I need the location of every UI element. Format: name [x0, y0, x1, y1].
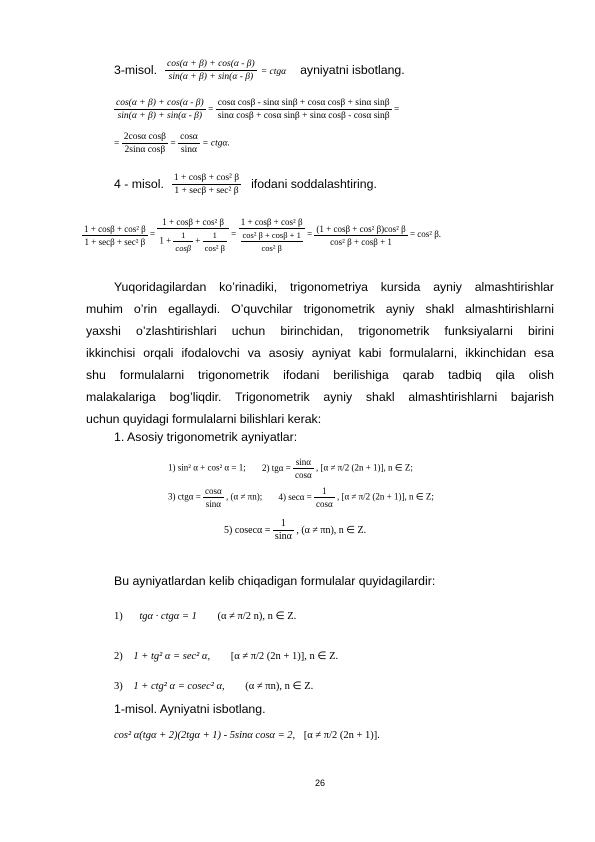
- derived-intro: Bu ayniyatlardan kelib chiqadigan formulalar quyidagilardir:: [114, 574, 436, 588]
- body-paragraph: [86, 276, 554, 430]
- identity-5-prefix: 5) cosecα =: [224, 524, 271, 536]
- proof2-a: [122, 131, 168, 156]
- s2: [157, 216, 229, 254]
- proof2-b-num: cosα: [180, 132, 198, 142]
- derived-3-formula: 1 + ctg² α = cosec² α,: [133, 681, 225, 692]
- example4-task: ifodani soddalashtiring.: [251, 177, 377, 192]
- identity-4-condition: , [α ≠ π/2 (2n + 1)], n ∈ Z;: [336, 491, 434, 502]
- identity-5-num: 1: [273, 518, 294, 531]
- example4-header: [114, 172, 377, 197]
- proof2-end: = ctgα.: [202, 138, 230, 149]
- derived-2-condition: [α ≠ π/2 (2n + 1)], n ∈ Z.: [230, 651, 339, 662]
- identity-3-condition: , (α ≠ πn);: [226, 491, 263, 502]
- proof2-b: [178, 131, 200, 156]
- paragraph-line: ikkinchisi orqali ifodalovchi va asosiy ayniyat kabi formulalarni, ikkinchidan esa: [86, 346, 554, 360]
- identity-2-num: sinα: [293, 456, 314, 469]
- s-result: = cos² β.: [409, 229, 442, 240]
- s4-num: (1 + cosβ + cos² β)cos² β: [316, 223, 406, 234]
- identity-row-2: [168, 485, 434, 510]
- proof2-a-den: 2sinα cosβ: [124, 145, 166, 155]
- proof1-mid-num: cosα cosβ - sinα sinβ + cosα cosβ + sinα sinβ: [217, 98, 390, 108]
- identity-5-fraction: [273, 518, 294, 543]
- example3-proof-line1: $\frac{\cos(\alpha + \beta) + \cos(\alpha - \beta)}{\sin(\alpha + \beta) + \sin(\alpha - \beta)}$ = $\frac{\text{cosα cosβ - sinα sinβ + cosα cosβ + sinα sinβ}}{\text{sinα cosβ + cosα sinβ + sinα cosβ - cosα sinβ}}$ =: [116, 98, 400, 121]
- example3-numerator: cos(α + β) + cos(α - β): [167, 59, 255, 69]
- derived-formula-3: [114, 680, 313, 692]
- proof2-b-den: sinα: [180, 145, 197, 155]
- s2-den-a-den: cosβ: [175, 243, 191, 253]
- derived-2-number: 2): [114, 651, 123, 662]
- derived-formula-1: [114, 610, 296, 622]
- derived-formula-2: [114, 650, 338, 662]
- example1-label: 1-misol. Ayniyatni isbotlang.: [114, 702, 266, 716]
- identity-3-fraction: [203, 485, 224, 510]
- identity-2-prefix: 2) tgα =: [261, 462, 291, 473]
- identity-2-fraction: [293, 456, 314, 481]
- derived-1-condition: (α ≠ π/2 n), n ∈ Z.: [217, 611, 297, 622]
- s2-num: 1 + cosβ + cos² β: [157, 216, 229, 229]
- identity-5-den: sinα: [274, 531, 292, 542]
- s3-den: [239, 229, 305, 254]
- derived-2-formula: 1 + tg² α = sec² α,: [133, 651, 211, 662]
- identity-row-3: [224, 518, 366, 543]
- identity-2-den: cosα: [295, 470, 312, 480]
- example1-formula-row: [114, 730, 380, 741]
- example3-rhs: = ctgα: [260, 67, 287, 78]
- s3-den-num: cos² β + cosβ + 1: [242, 230, 301, 240]
- s2-den: 1 + $\frac{1}{\cos\beta}$ + $\frac{1}{\text{cos² β}}$: [159, 230, 225, 253]
- example3-label: 3-misol.: [114, 63, 158, 78]
- s1-num: 1 + cosβ + cos² β: [84, 223, 146, 234]
- list-item-1: 1. Asosiy trigonometrik ayniyatlar:: [114, 430, 298, 444]
- example4-fraction: [172, 172, 241, 197]
- s1: [82, 223, 148, 248]
- paragraph-line: uchun quyidagi formulalarni bilishlari kerak:: [86, 412, 322, 426]
- derived-1-number: 1): [114, 611, 123, 622]
- example1-condition: [α ≠ π/2 (2n + 1)].: [303, 730, 380, 741]
- identity-4-num: 1: [314, 485, 335, 498]
- example4-numerator: 1 + cosβ + cos² β: [173, 173, 240, 183]
- example1-formula: cos² α(tgα + 2)(2tgα + 1) - 5sinα cosα = 2,: [114, 730, 296, 741]
- s2-den-b-num: 1: [203, 229, 227, 242]
- example4-label: 4 - misol.: [114, 177, 164, 192]
- proof1-lhs-num: cos(α + β) + cos(α - β): [116, 98, 204, 108]
- proof1-lhs-den: sin(α + β) + sin(α - β): [117, 111, 203, 121]
- proof1-lhs: [114, 97, 206, 122]
- paragraph-line: malakalariga bog’liqdir. Trigonometrik ayniy shakl almashtirishlarni bajarish: [86, 390, 554, 404]
- s2-den-a-num: 1: [173, 229, 193, 242]
- s2-den-b-den: cos² β: [204, 243, 225, 253]
- identity-3-prefix: 3) ctgα =: [168, 491, 201, 502]
- paragraph-line: Yuqoridagilardan ko’rinadiki, trigonometriya kursida ayniy almashtirishlar: [114, 280, 554, 294]
- page-number: 26: [315, 778, 326, 788]
- identity-1: 1) sin² α + cos² α = 1;: [168, 462, 246, 473]
- example3-denominator: sin(α + β) + sin(α - β): [168, 72, 254, 82]
- s4: [314, 223, 407, 248]
- proof1-mid-den: sinα cosβ + cosα sinβ + sinα cosβ - cosα sinβ: [217, 111, 390, 121]
- example3-proof-line2: = $\frac{\text{2cosα cosβ}}{\text{2sinα cosβ}}$ = $\frac{\cos\alpha}{\sin\alpha}$ = ctgα.: [114, 132, 230, 155]
- derived-1-formula: tgα · ctgα = 1: [139, 611, 197, 622]
- s3: [239, 216, 305, 254]
- identity-4-prefix: 4) secα =: [278, 491, 312, 502]
- identity-4-den: cosα: [316, 499, 333, 509]
- s1-den: 1 + secβ + sec² β: [84, 236, 146, 247]
- s4-den: cos² β + cosβ + 1: [330, 236, 392, 247]
- s3-den-den: cos² β: [261, 243, 282, 253]
- identity-3-den: sinα: [205, 499, 222, 509]
- example3-fraction: [165, 58, 257, 83]
- identity-3-num: cosα: [205, 486, 222, 496]
- identity-5-condition: , (α ≠ πn), n ∈ Z.: [296, 524, 367, 536]
- paragraph-line: muhim o’rin egallaydi. O’quvchilar trigonometrik ayniy shakl almashtirishlarni: [86, 302, 554, 316]
- proof2-a-num: 2cosα cosβ: [123, 132, 166, 142]
- derived-3-number: 3): [114, 681, 123, 692]
- example4-solution: $\frac{\text{1 + cosβ + cos² β}}{\text{1 + secβ + sec² β}}$ = 1 + cosβ + cos² β 1 + $\frac{1}{\cos\beta}$ + $\frac{1}{\text{cos² β}}$ = $\frac{\text{1 + cosβ + cos² β}}{\frac{\text{cos² β + cosβ + 1}}{\text{cos² β}}}$ = $\frac{\text{(1 + cosβ + cos² β)cos² β}}{\text{cos² β + cosβ + 1}}$ = cos² β.: [84, 217, 442, 253]
- paragraph-line: shu formulalarni trigonometrik ifodani berilishiga qarab tadbiq qila olish: [86, 368, 554, 382]
- example4-denominator: 1 + secβ + sec² β: [174, 186, 239, 196]
- identity-2-condition: , [α ≠ π/2 (2n + 1)], n ∈ Z;: [316, 462, 413, 473]
- proof1-mid: [216, 97, 392, 122]
- derived-3-condition: (α ≠ πn), n ∈ Z.: [245, 681, 314, 692]
- example3-header: [114, 58, 405, 83]
- example3-task: ayniyatni isbotlang.: [300, 63, 405, 78]
- identity-row-1: [168, 456, 413, 481]
- paragraph-line: yaxshi o’zlashtirishlari uchun birinchidan, trigonometrik funksiyalarni birini: [86, 324, 554, 338]
- identity-4-fraction: [314, 485, 335, 510]
- s3-num: 1 + cosβ + cos² β: [239, 216, 305, 229]
